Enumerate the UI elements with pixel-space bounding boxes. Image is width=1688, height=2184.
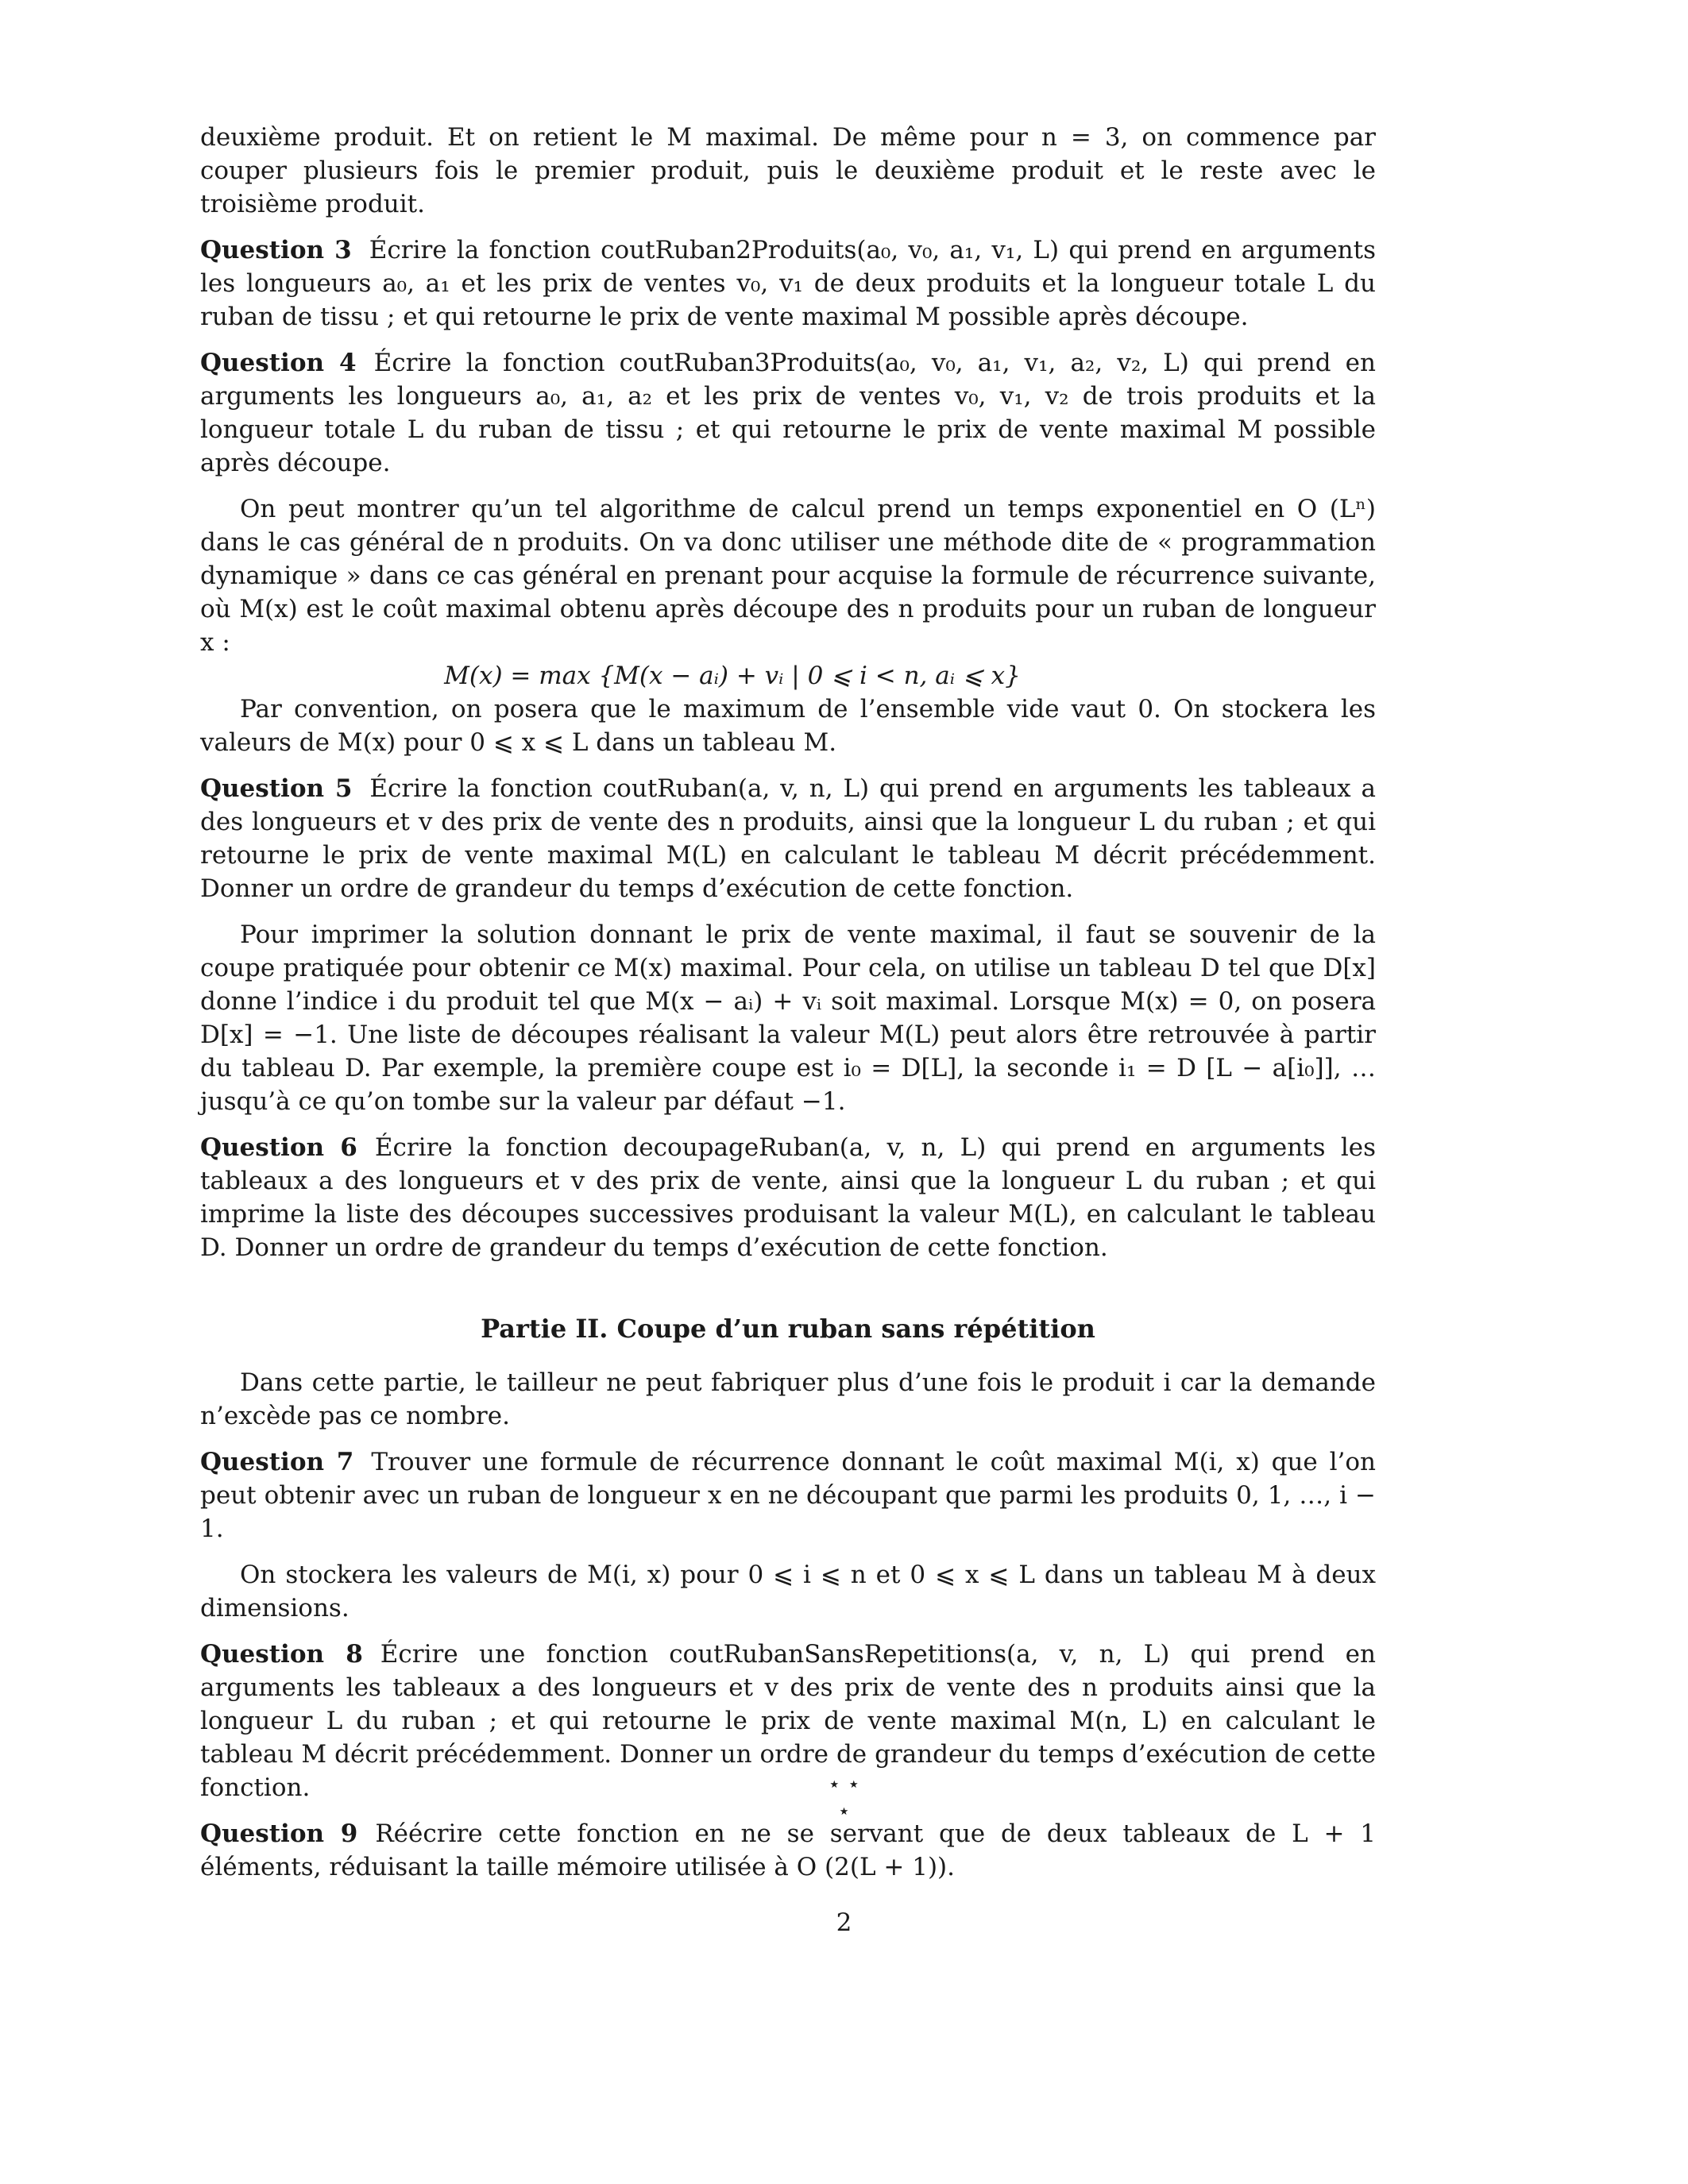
storage-paragraph: On stockera les valeurs de M(i, x) pour 0 ⩽ i ⩽ n et 0 ⩽ x ⩽ L dans un tableau M à deux dimensions. xyxy=(200,1561,1376,1623)
dynamic-programming-paragraph: On peut montrer qu’un tel algorithme de calcul prend un temps exponentiel en O (Lⁿ) dans le cas général de n produits. On va donc utiliser une méthode dite de « programmation dynamique » dans ce cas général en prenant pour acquise la formule de récurrence suivante, où M(x) est le coût maximal obtenu après découpe des n produits pour un ruban de longueur x : xyxy=(200,495,1376,657)
question-3 xyxy=(200,233,1376,334)
question-9-title: Question 9 xyxy=(200,1819,358,1848)
text-column xyxy=(200,121,1376,1897)
question-6-title: Question 6 xyxy=(200,1133,357,1162)
question-4-title: Question 4 xyxy=(200,349,357,377)
convention-paragraph: Par convention, on posera que le maximum de l’ensemble vide vaut 0. On stockera les valeurs de M(x) pour 0 ⩽ x ⩽ L dans un tableau M. xyxy=(200,695,1376,757)
question-5 xyxy=(200,772,1376,905)
recurrence-formula: M(x) = max {M(x − aᵢ) + vᵢ | 0 ⩽ i < n, aᵢ ⩽ x} xyxy=(444,662,1021,690)
question-5-title: Question 5 xyxy=(200,774,353,803)
part-2-heading: Partie II. Coupe d’un ruban sans répétition xyxy=(481,1314,1095,1344)
question-5-text: Écrire la fonction coutRuban(a, v, n, L) qui prend en arguments les tableaux a des longueurs et v des prix de vente des n produits, ainsi que la longueur L du ruban ; et qui retourne le prix de vente maximal M(L) en calculant le tableau M décrit précédemment. Donner un ordre de grandeur du temps d’exécution de cette fonction. xyxy=(200,774,1376,903)
question-3-title: Question 3 xyxy=(200,236,352,264)
question-8-title: Question 8 xyxy=(200,1640,363,1669)
page-number: 2 xyxy=(836,1908,852,1937)
stars-bottom: ⋆ xyxy=(837,1800,851,1823)
question-3-text: Écrire la fonction coutRuban2Produits(a₀, v₀, a₁, v₁, L) qui prend en arguments les longueurs a₀, a₁ et les prix de ventes v₀, v₁ de deux produits et la longueur totale L du ruban de tissu ; et qui retourne le prix de vente maximal M possible après découpe. xyxy=(200,236,1376,331)
intro-paragraph: deuxième produit. Et on retient le M maximal. De même pour n = 3, on commence par couper plusieurs fois le premier produit, puis le deuxième produit et le reste avec le troisième produit. xyxy=(200,123,1376,218)
section-end-stars xyxy=(0,1771,1688,1825)
question-4 xyxy=(200,346,1376,480)
question-7 xyxy=(200,1445,1376,1545)
stars-top: ⋆ ⋆ xyxy=(828,1773,860,1796)
question-8-text: Écrire une fonction coutRubanSansRepetitions(a, v, n, L) qui prend en arguments les tableaux a des longueurs et v des prix de vente des n produits ainsi que la longueur L du ruban ; et qui retourne le prix de vente maximal M(n, L) en calculant le tableau M décrit précédemment. Donner un ordre de grandeur du temps d’exécution de cette fonction. xyxy=(200,1640,1376,1802)
question-9-text: Réécrire cette fonction en ne se servant que de deux tableaux de L + 1 éléments, réduisant la taille mémoire utilisée à O (2(L + 1)). xyxy=(200,1819,1376,1881)
solution-paragraph: Pour imprimer la solution donnant le prix de vente maximal, il faut se souvenir de la coupe pratiquée pour obtenir ce M(x) maximal. Pour cela, on utilise un tableau D tel que D[x] donne l’indice i du produit tel que M(x − aᵢ) + vᵢ soit maximal. Lorsque M(x) = 0, on posera D[x] = −1. Une liste de découpes réalisant la valeur M(L) peut alors être retrouvée à partir du tableau D. Par exemple, la première coupe est i₀ = D[L], la seconde i₁ = D [L − a[i₀]], … jusqu’à ce qu’on tombe sur la valeur par défaut −1. xyxy=(200,920,1376,1116)
question-6 xyxy=(200,1131,1376,1264)
question-4-text: Écrire la fonction coutRuban3Produits(a₀, v₀, a₁, v₁, a₂, v₂, L) qui prend en arguments les longueurs a₀, a₁, a₂ et les prix de ventes v₀, v₁, v₂ de trois produits et la longueur totale L du ruban de tissu ; et qui retourne le prix de vente maximal M possible après découpe. xyxy=(200,349,1376,477)
question-7-text: Trouver une formule de récurrence donnant le coût maximal M(i, x) que l’on peut obtenir avec un ruban de longueur x en ne découpant que parmi les produits 0, 1, …, i − 1. xyxy=(200,1448,1376,1543)
question-9 xyxy=(200,1817,1376,1884)
question-6-text: Écrire la fonction decoupageRuban(a, v, n, L) qui prend en arguments les tableaux a des longueurs et v des prix de vente, ainsi que la longueur L du ruban ; et qui imprime la liste des découpes successives produisant la valeur M(L), en calculant le tableau D. Donner un ordre de grandeur du temps d’exécution de cette fonction. xyxy=(200,1133,1376,1262)
question-7-title: Question 7 xyxy=(200,1448,354,1476)
part-2-intro: Dans cette partie, le tailleur ne peut fabriquer plus d’une fois le produit i car la demande n’excède pas ce nombre. xyxy=(200,1368,1376,1430)
